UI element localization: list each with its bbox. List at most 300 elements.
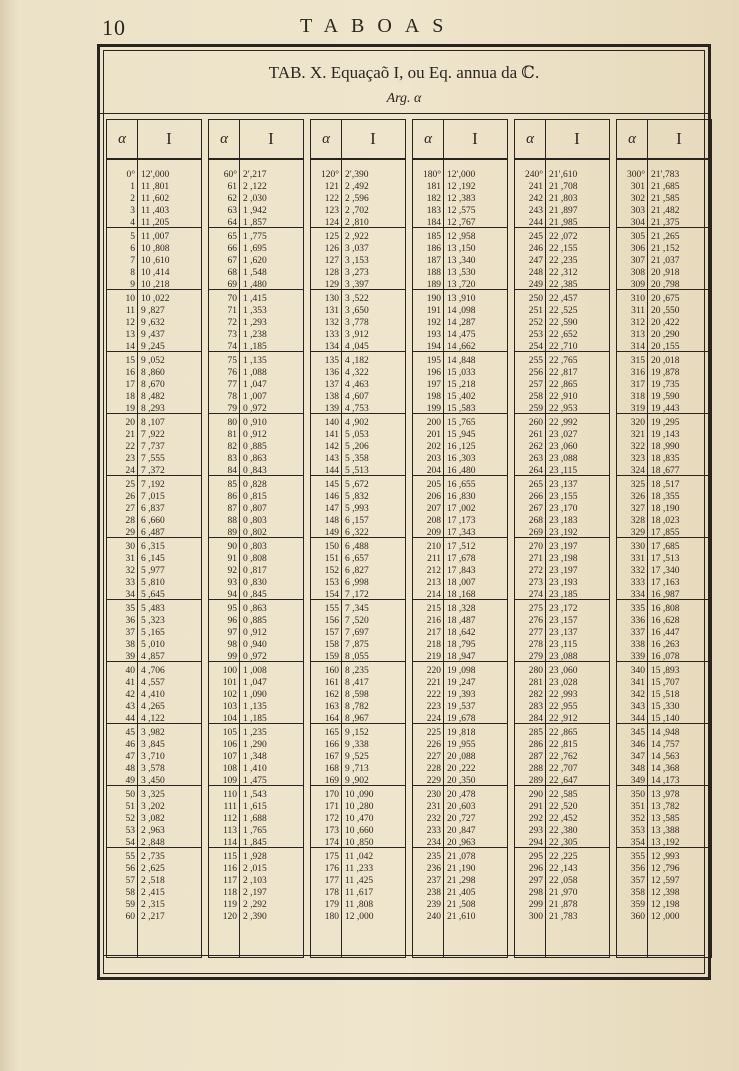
equation-value: 19 ,098 (447, 666, 476, 676)
equation-value: 2 ,625 (141, 864, 165, 874)
table-row (209, 727, 303, 739)
table-row (311, 801, 405, 813)
equation-value: 17 ,855 (651, 528, 680, 538)
argument-value: 11 (125, 306, 135, 316)
table-row (617, 255, 711, 267)
table-row (311, 491, 405, 503)
argument-value: 54 (125, 838, 135, 848)
equation-value: 9 ,713 (345, 764, 369, 774)
argument-value: 344 (630, 714, 645, 724)
argument-value: 14 (125, 342, 135, 352)
argument-value: 230 (426, 790, 441, 800)
argument-value: 114 (223, 838, 237, 848)
table-row (617, 627, 711, 639)
equation-value: 22 ,765 (549, 356, 578, 366)
equation-value: 4 ,122 (141, 714, 165, 724)
argument-value: 16 (125, 368, 135, 378)
equation-value: 2 ,596 (345, 194, 369, 204)
equation-value: 2 ,415 (141, 888, 165, 898)
group-divider (311, 413, 405, 414)
argument-value: 336 (630, 616, 645, 626)
group-divider (107, 785, 201, 786)
table-row (413, 615, 507, 627)
argument-value: 203 (426, 454, 441, 464)
table-row (515, 479, 609, 491)
equation-value: 14 ,368 (651, 764, 680, 774)
table-row (311, 503, 405, 515)
equation-value: 22 ,585 (549, 790, 578, 800)
table-row (209, 553, 303, 565)
equation-value: 4 ,265 (141, 702, 165, 712)
equation-value: 12 ,192 (447, 182, 476, 192)
argument-value: 332 (630, 566, 645, 576)
table-row (311, 317, 405, 329)
table-row (617, 801, 711, 813)
equation-value: 0 ,808 (243, 554, 267, 564)
argument-value: 228 (426, 764, 441, 774)
table-row (107, 503, 201, 515)
argument-value: 353 (630, 826, 645, 836)
argument-value: 171 (324, 802, 339, 812)
equation-value: 2 ,810 (345, 218, 369, 228)
title-divider (100, 113, 708, 114)
equation-value: 1 ,088 (243, 368, 267, 378)
group-divider (515, 723, 609, 724)
table-row (413, 355, 507, 367)
equation-value: 10 ,280 (345, 802, 374, 812)
equation-value: 7 ,697 (345, 628, 369, 638)
equation-value: 3 ,650 (345, 306, 369, 316)
equation-value: 1 ,543 (243, 790, 267, 800)
argument-value: 204 (426, 466, 441, 476)
equation-value: 21 ,375 (651, 218, 680, 228)
equation-value: 1 ,047 (243, 678, 267, 688)
argument-value: 1 (130, 182, 135, 192)
table-row (617, 231, 711, 243)
argument-value: 233 (426, 826, 441, 836)
argument-value: 250 (528, 294, 543, 304)
argument-value: 298 (528, 888, 543, 898)
equation-value: 22 ,457 (549, 294, 578, 304)
equation-value: 20 ,603 (447, 802, 476, 812)
table-row (515, 379, 609, 391)
equation-value: 22 ,452 (549, 814, 578, 824)
header-equation: I (574, 129, 580, 148)
equation-value: 0 ,912 (243, 430, 267, 440)
equation-value: 7 ,172 (345, 590, 369, 600)
equation-value: 5 ,832 (345, 492, 369, 502)
equation-value: 19 ,393 (447, 690, 476, 700)
argument-value: 211 (427, 554, 441, 564)
equation-value: 4 ,753 (345, 404, 369, 414)
equation-value: 5 ,323 (141, 616, 165, 626)
argument-value: 90 (227, 542, 237, 552)
equation-value: 16 ,447 (651, 628, 680, 638)
argument-value: 60° (223, 170, 237, 180)
equation-value: 21 ,405 (447, 888, 476, 898)
table-row (617, 677, 711, 689)
equation-value: 22 ,525 (549, 306, 578, 316)
argument-value: 286 (528, 740, 543, 750)
equation-value: 21 ,037 (651, 256, 680, 266)
table-row (617, 441, 711, 453)
table-row (311, 453, 405, 465)
equation-value: 15 ,765 (447, 418, 476, 428)
table-row (107, 491, 201, 503)
table-row (515, 429, 609, 441)
table-row (107, 899, 201, 911)
table-row (209, 739, 303, 751)
table-row (515, 875, 609, 887)
table-row (209, 355, 303, 367)
argument-value: 264 (528, 466, 543, 476)
column-pair-2 (208, 119, 304, 958)
argument-value: 218 (426, 640, 441, 650)
argument-value: 47 (125, 752, 135, 762)
argument-value: 180° (422, 170, 441, 180)
argument-value: 49 (125, 776, 135, 786)
equation-value: 18 ,795 (447, 640, 476, 650)
equation-value: 6 ,488 (345, 542, 369, 552)
argument-value: 63 (227, 206, 237, 216)
table-row (515, 205, 609, 217)
group-divider (107, 723, 201, 724)
argument-value: 251 (528, 306, 543, 316)
group-divider (311, 351, 405, 352)
header-arg: α (107, 120, 138, 158)
argument-value: 31 (125, 554, 135, 564)
argument-value: 280 (528, 666, 543, 676)
argument-value: 217 (426, 628, 441, 638)
argument-value: 18 (125, 392, 135, 402)
equation-value: 12 ,767 (447, 218, 476, 228)
group-divider (617, 475, 711, 476)
argument-value: 187 (426, 256, 441, 266)
equation-value: 7 ,345 (345, 604, 369, 614)
argument-value: 199 (426, 404, 441, 414)
argument-value: 243 (528, 206, 543, 216)
argument-value: 139 (324, 404, 339, 414)
column-pair-5 (514, 119, 610, 958)
table-row (413, 727, 507, 739)
table-row (311, 665, 405, 677)
argument-value: 219 (426, 652, 441, 662)
equation-value: 3 ,082 (141, 814, 165, 824)
argument-value: 97 (227, 628, 237, 638)
table-row (107, 751, 201, 763)
table-row (413, 305, 507, 317)
table-row (617, 479, 711, 491)
table-row (209, 701, 303, 713)
table-row (617, 813, 711, 825)
argument-value: 341 (630, 678, 645, 688)
group-divider (617, 661, 711, 662)
equation-value: 9 ,437 (141, 330, 165, 340)
header-divider (107, 158, 201, 160)
argument-value: 118 (223, 888, 237, 898)
group-divider (209, 537, 303, 538)
column-pair-6 (616, 119, 712, 958)
table-row (311, 789, 405, 801)
equation-value: 21 ,610 (447, 912, 476, 922)
equation-value: 2 ,848 (141, 838, 165, 848)
table-row (209, 181, 303, 193)
table-row (209, 391, 303, 403)
equation-value: 18 ,190 (651, 504, 680, 514)
argument-value: 140 (324, 418, 339, 428)
equation-value: 22 ,225 (549, 852, 578, 862)
equation-value: 17 ,685 (651, 542, 680, 552)
equation-value: 3 ,273 (345, 268, 369, 278)
argument-value: 301 (630, 182, 645, 192)
equation-value: 8 ,107 (141, 418, 165, 428)
equation-value: 6 ,837 (141, 504, 165, 514)
header-arg: α (311, 120, 342, 158)
argument-value: 179 (324, 900, 339, 910)
argument-value: 338 (630, 640, 645, 650)
table-row (617, 727, 711, 739)
argument-value: 17 (125, 380, 135, 390)
group-divider (209, 413, 303, 414)
equation-value: 4 ,557 (141, 678, 165, 688)
argument-value: 247 (528, 256, 543, 266)
table-row (617, 541, 711, 553)
argument-value: 117 (223, 876, 237, 886)
table-row (107, 565, 201, 577)
argument-value: 281 (528, 678, 543, 688)
table-row (107, 305, 201, 317)
table-row (413, 267, 507, 279)
table-row (209, 639, 303, 651)
equation-value: 19 ,247 (447, 678, 476, 688)
table-row (107, 367, 201, 379)
equation-value: 2 ,963 (141, 826, 165, 836)
equation-value: 19 ,443 (651, 404, 680, 414)
equation-value: 20 ,290 (651, 330, 680, 340)
equation-value: 3 ,202 (141, 802, 165, 812)
equation-value: 13 ,340 (447, 256, 476, 266)
equation-value: 19 ,735 (651, 380, 680, 390)
group-divider (209, 661, 303, 662)
argument-value: 357 (630, 876, 645, 886)
table-row (107, 689, 201, 701)
table-row (209, 491, 303, 503)
equation-value: 16 ,480 (447, 466, 476, 476)
table-row (515, 789, 609, 801)
equation-value: 14 ,098 (447, 306, 476, 316)
argument-value: 192 (426, 318, 441, 328)
equation-value: 3 ,778 (345, 318, 369, 328)
argument-value: 275 (528, 604, 543, 614)
argument-value: 178 (324, 888, 339, 898)
equation-value: 12′,000 (447, 170, 476, 180)
group-divider (413, 847, 507, 848)
equation-value: 16 ,830 (447, 492, 476, 502)
equation-value: 10 ,660 (345, 826, 374, 836)
group-divider (311, 227, 405, 228)
equation-value: 9 ,632 (141, 318, 165, 328)
equation-value: 18 ,007 (447, 578, 476, 588)
equation-value: 19 ,818 (447, 728, 476, 738)
argument-value: 197 (426, 380, 441, 390)
group-divider (515, 227, 609, 228)
table-row (311, 243, 405, 255)
equation-value: 17 ,343 (447, 528, 476, 538)
equation-value: 16 ,263 (651, 640, 680, 650)
equation-value: 22 ,762 (549, 752, 578, 762)
argument-value: 240° (524, 170, 543, 180)
argument-value: 88 (227, 516, 237, 526)
equation-value: 9 ,827 (141, 306, 165, 316)
argument-value: 208 (426, 516, 441, 526)
argument-value: 213 (426, 578, 441, 588)
equation-value: 21 ,985 (549, 218, 578, 228)
table-row (413, 789, 507, 801)
equation-value: 4 ,463 (345, 380, 369, 390)
group-divider (209, 785, 303, 786)
argument-value: 327 (630, 504, 645, 514)
argument-value: 143 (324, 454, 339, 464)
table-row (311, 181, 405, 193)
equation-value: 7 ,737 (141, 442, 165, 452)
argument-value: 196 (426, 368, 441, 378)
argument-value: 195 (426, 356, 441, 366)
table-row (617, 739, 711, 751)
argument-value: 78 (227, 392, 237, 402)
argument-value: 38 (125, 640, 135, 650)
table-row (107, 763, 201, 775)
argument-value: 346 (630, 740, 645, 750)
table-row (413, 429, 507, 441)
argument-value: 60 (125, 912, 135, 922)
table-row (617, 875, 711, 887)
equation-value: 1 ,775 (243, 232, 267, 242)
equation-value: 14 ,662 (447, 342, 476, 352)
table-row (413, 255, 507, 267)
group-divider (617, 537, 711, 538)
equation-value: 21 ,152 (651, 244, 680, 254)
argument-value: 206 (426, 492, 441, 502)
argument-value: 263 (528, 454, 543, 464)
running-head: TABOAS (300, 15, 457, 37)
equation-value: 20 ,847 (447, 826, 476, 836)
argument-value: 184 (426, 218, 441, 228)
argument-value: 209 (426, 528, 441, 538)
header-equation: I (472, 129, 478, 148)
equation-value: 18 ,642 (447, 628, 476, 638)
table-row (617, 503, 711, 515)
argument-value: 153 (324, 578, 339, 588)
argument-value: 254 (528, 342, 543, 352)
argument-value: 0° (126, 170, 135, 180)
header-arg: α (515, 120, 546, 158)
equation-value: 1 ,857 (243, 218, 267, 228)
table-row (107, 851, 201, 863)
argument-value: 253 (528, 330, 543, 340)
table-row (107, 293, 201, 305)
argument-value: 147 (324, 504, 339, 514)
equation-value: 21 ,078 (447, 852, 476, 862)
table-row (413, 677, 507, 689)
equation-value: 1 ,185 (243, 342, 267, 352)
equation-value: 15 ,218 (447, 380, 476, 390)
table-row (311, 255, 405, 267)
table-row (209, 899, 303, 911)
equation-value: 10 ,414 (141, 268, 170, 278)
group-divider (413, 289, 507, 290)
argument-value: 303 (630, 206, 645, 216)
equation-value: 22 ,235 (549, 256, 578, 266)
equation-value: 22 ,385 (549, 280, 578, 290)
table-row (209, 801, 303, 813)
equation-value: 7 ,922 (141, 430, 165, 440)
argument-value: 64 (227, 218, 237, 228)
group-divider (107, 537, 201, 538)
equation-value: 9 ,525 (345, 752, 369, 762)
argument-value: 348 (630, 764, 645, 774)
header-arg: α (209, 120, 240, 158)
argument-value: 76 (227, 368, 237, 378)
equation-value: 19 ,537 (447, 702, 476, 712)
argument-value: 164 (324, 714, 339, 724)
argument-value: 6 (130, 244, 135, 254)
equation-value: 3 ,912 (345, 330, 369, 340)
argument-value: 75 (227, 356, 237, 366)
argument-value: 358 (630, 888, 645, 898)
argument-value: 295 (528, 852, 543, 862)
argument-value: 86 (227, 492, 237, 502)
argument-value: 142 (324, 442, 339, 452)
equation-value: 1 ,480 (243, 280, 267, 290)
argument-value: 215 (426, 604, 441, 614)
equation-value: 1 ,845 (243, 838, 267, 848)
table-row (311, 417, 405, 429)
equation-value: 18 ,487 (447, 616, 476, 626)
argument-value: 304 (630, 218, 645, 228)
equation-value: 23 ,115 (549, 640, 578, 650)
table-row (311, 329, 405, 341)
table-row (617, 899, 711, 911)
group-divider (413, 599, 507, 600)
argument-value: 4 (130, 218, 135, 228)
table-row (107, 801, 201, 813)
argument-value: 82 (227, 442, 237, 452)
argument-value: 42 (125, 690, 135, 700)
argument-value: 198 (426, 392, 441, 402)
table-row (617, 615, 711, 627)
argument-value: 326 (630, 492, 645, 502)
table-row (515, 603, 609, 615)
header-equation: I (268, 129, 274, 148)
table-row (617, 491, 711, 503)
argument-value: 111 (223, 802, 237, 812)
argument-value: 149 (324, 528, 339, 538)
table-row (617, 417, 711, 429)
table-row (311, 603, 405, 615)
argument-value: 137 (324, 380, 339, 390)
equation-value: 0 ,885 (243, 616, 267, 626)
table-row (413, 453, 507, 465)
table-row (209, 429, 303, 441)
argument-value: 168 (324, 764, 339, 774)
group-divider (515, 661, 609, 662)
argument-value: 46 (125, 740, 135, 750)
argument-value: 170 (324, 790, 339, 800)
table-row (617, 305, 711, 317)
equation-value: 1 ,620 (243, 256, 267, 266)
argument-value: 283 (528, 702, 543, 712)
equation-value: 21 ,878 (549, 900, 578, 910)
